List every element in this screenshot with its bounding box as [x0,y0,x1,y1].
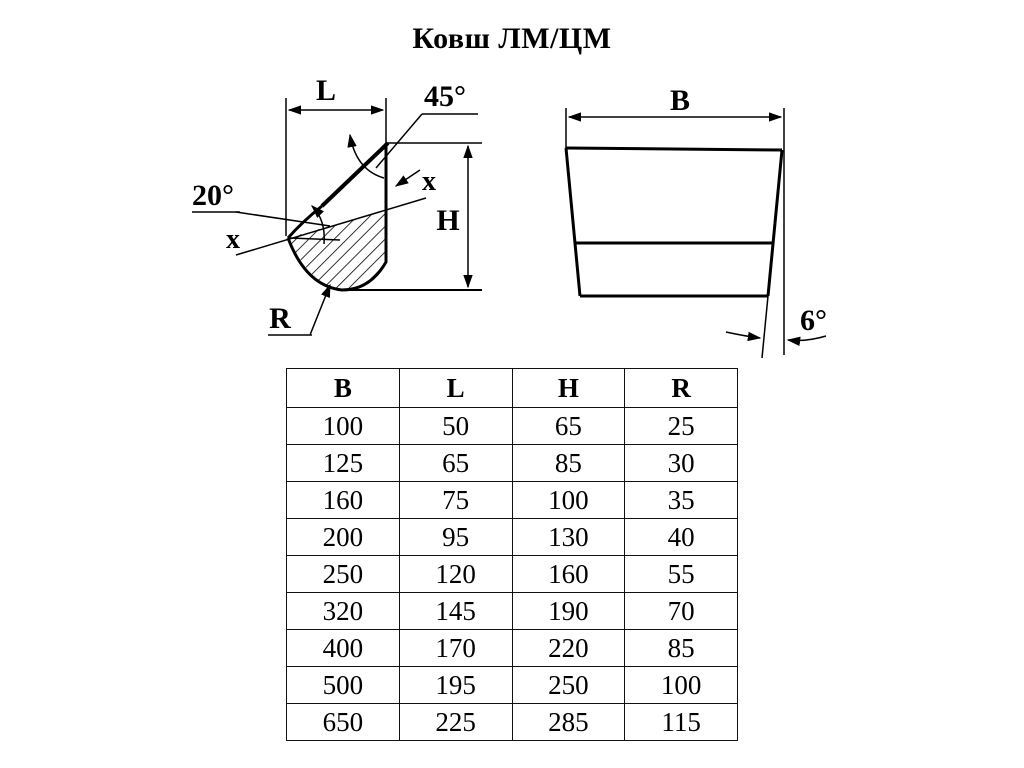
r-leader-slant [310,285,330,335]
table-cell: 85 [512,445,625,482]
table-cell: 95 [399,519,512,556]
table-cell: 160 [287,482,400,519]
table-cell: 35 [625,482,738,519]
table-cell: 50 [399,408,512,445]
table-cell: 30 [625,445,738,482]
table-row [287,667,738,704]
technical-drawing [0,0,1024,360]
table-cell: 65 [399,445,512,482]
table-row [287,408,738,445]
table-cell: 500 [287,667,400,704]
dimensions-table [286,368,738,741]
table-cell: 75 [399,482,512,519]
table-cell: 320 [287,593,400,630]
table-row [287,704,738,741]
front-top-edge [566,148,782,150]
table-row [287,556,738,593]
table-cell: 40 [625,519,738,556]
side-view [192,74,482,335]
table-cell: 250 [512,667,625,704]
table-row [287,630,738,667]
table-cell: 285 [512,704,625,741]
table-header-row [287,369,738,408]
table-cell: 70 [625,593,738,630]
angle-45-arc [350,135,384,178]
label-r: R [269,302,291,335]
table-cell: 120 [399,556,512,593]
table-cell: 225 [399,704,512,741]
angle-45-arc-right [396,170,420,186]
front-left-edge [566,148,580,296]
column-header-h: H [512,369,625,408]
table-cell: 100 [625,667,738,704]
table-cell: 115 [625,704,738,741]
column-header-r: R [625,369,738,408]
table-cell: 65 [512,408,625,445]
table-cell: 25 [625,408,738,445]
label-angle-6: 6° [800,304,827,337]
column-header-l: L [399,369,512,408]
table-cell: 130 [512,519,625,556]
table-cell: 55 [625,556,738,593]
angle-6-extension [762,296,768,358]
table-cell: 195 [399,667,512,704]
label-angle-45: 45° [424,80,466,113]
table-row [287,445,738,482]
label-section-x-left: x [226,224,240,255]
table-cell: 100 [287,408,400,445]
angle-45-leader-slant [376,114,422,168]
label-angle-20: 20° [192,179,234,212]
table-cell: 85 [625,630,738,667]
angle-20-leader-slant [236,212,330,226]
table-cell: 190 [512,593,625,630]
table-cell: 145 [399,593,512,630]
front-view [566,84,827,358]
table-cell: 250 [287,556,400,593]
table-cell: 220 [512,630,625,667]
table-row [287,593,738,630]
table-cell: 170 [399,630,512,667]
angle-6-arc-left [726,332,760,338]
table-cell: 100 [512,482,625,519]
table-cell: 400 [287,630,400,667]
table-cell: 125 [287,445,400,482]
table-cell: 200 [287,519,400,556]
table-row [287,519,738,556]
label-l: L [315,74,337,107]
front-right-edge [768,150,782,296]
table-cell: 160 [512,556,625,593]
label-h: H [436,204,460,237]
column-header-b: B [287,369,400,408]
table-row [287,482,738,519]
drawing-title: Ковш ЛМ/ЦМ [412,22,612,55]
table-cell: 650 [287,704,400,741]
label-section-x-right: x [422,166,436,197]
label-b: B [669,84,691,117]
